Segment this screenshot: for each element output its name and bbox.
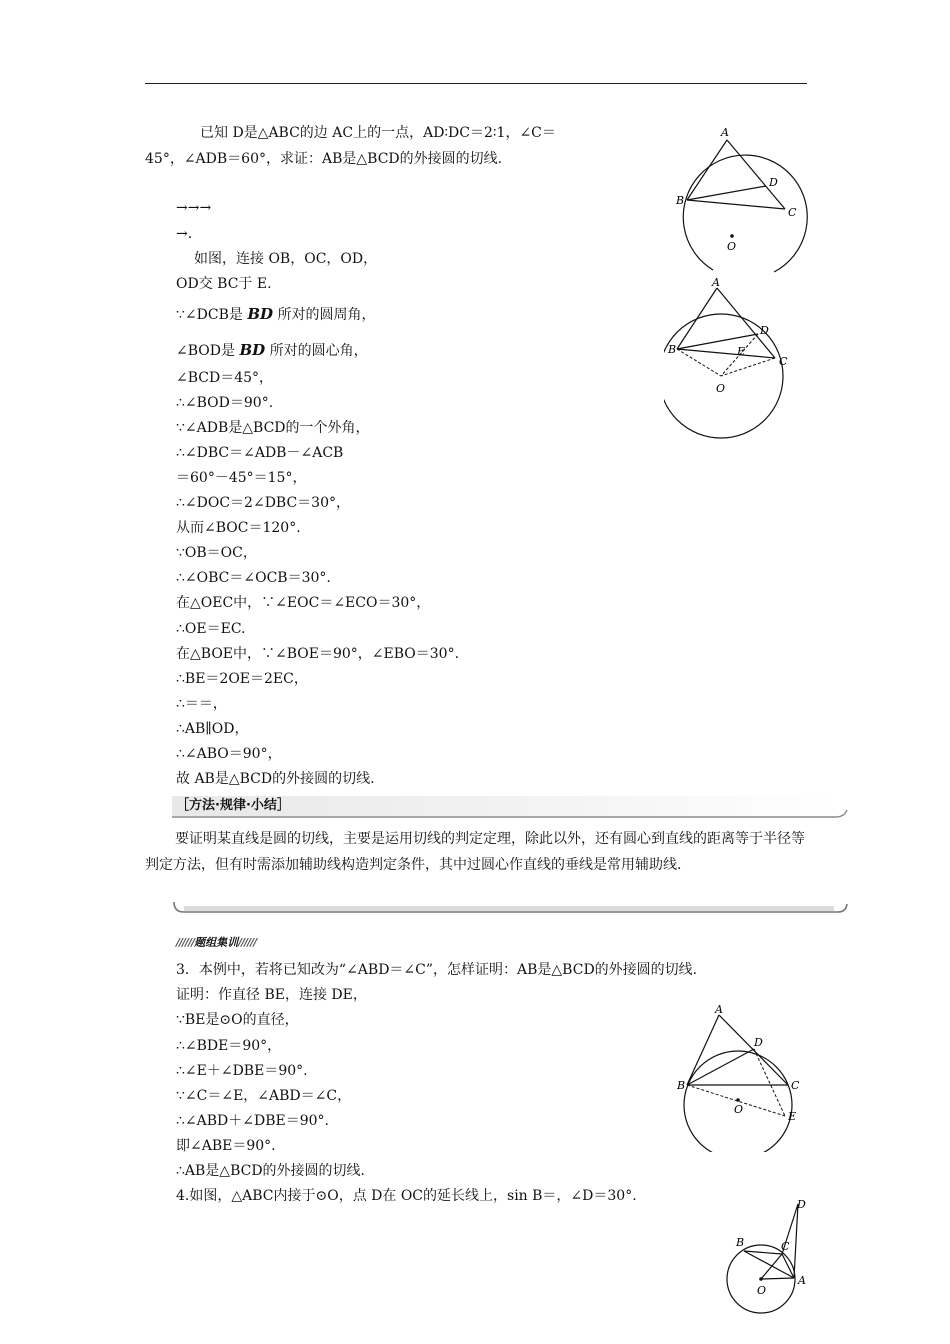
proof-line-part: ∵∠DCB是 [176, 307, 243, 323]
fig4-label-b: B [736, 1236, 745, 1249]
hatch-left: ////// [176, 936, 195, 949]
proof-line: ∴∠OBC＝∠OCB＝30°. [176, 570, 331, 586]
fig2-label-b: B [668, 343, 677, 356]
exercise3-line: ∵∠C＝∠E，∠ABD＝∠C， [176, 1088, 352, 1104]
figure-4 [724, 1196, 824, 1342]
fig4-label-d: D [797, 1198, 806, 1211]
fig2-label-e: E [737, 345, 746, 358]
method-text: 要证明某直线是圆的切线，主要是运用切线的判定定理，除此以外，还有圆心到直线的距离等于半径等判定方法，但有时需添加辅助线构造判定条件，其中过圆心作直线的垂线是常用辅助线. [145, 831, 805, 873]
fig1-label-b: B [676, 194, 685, 207]
problem-line-1: 已知 D是△ABC的边 AC上的一点，AD∶DC＝2∶1，∠C＝ [200, 125, 556, 141]
method-body [145, 826, 807, 878]
proof-line: ∴∠DBC＝∠ADB－∠ACB [176, 445, 344, 461]
proof-line-part: 所对的圆周角， [277, 307, 376, 323]
fig2-label-d: D [760, 324, 769, 337]
fig4-label-c: C [781, 1240, 790, 1253]
group-title-text: 题组集训 [194, 936, 239, 949]
proof-line: ∴∠DOC＝2∠DBC＝30°， [176, 495, 350, 511]
fig1-label-d: D [769, 176, 778, 189]
exercise3-line: ∵BE是⊙O的直径， [176, 1012, 299, 1028]
proof-line: 如图，连接 OB，OC，OD， [194, 251, 378, 267]
proof-line: ∴＝＝， [176, 696, 227, 712]
figure-2 [664, 276, 814, 440]
fig3-label-o: O [734, 1103, 744, 1116]
proof-line: ∠BCD＝45°， [176, 370, 274, 386]
fig2-label-c: C [779, 355, 788, 368]
exercise3-line: 证明：作直径 BE，连接 DE， [176, 987, 367, 1003]
hint-arrows-2: →. [176, 226, 193, 242]
fig3-label-a: A [715, 1003, 723, 1016]
fig1-label-o: O [727, 240, 737, 253]
proof-line: ∴∠BOD＝90°. [176, 395, 274, 411]
exercise3-line: ∴∠E＋∠DBE＝90°. [176, 1063, 308, 1079]
fig2-label-a: A [712, 276, 720, 289]
proof-line: 故 AB是△BCD的外接圆的切线. [176, 771, 375, 787]
hint-arrows-1: →→→ [176, 200, 212, 216]
header-rule [145, 83, 807, 84]
fig2-label-o: O [716, 382, 726, 395]
proof-line: ∴BE＝2OE＝2EC， [176, 671, 308, 687]
figure-3 [674, 1000, 814, 1152]
proof-line [176, 304, 375, 325]
proof-line: ∴∠ABO＝90°， [176, 746, 282, 762]
arc-bd-label: BD [247, 305, 274, 323]
proof-line: 从而∠BOC＝120°. [176, 520, 301, 536]
proof-line: ∴OE＝EC. [176, 621, 246, 637]
exercise4-line: 4.如图，△ABC内接于⊙O，点 D在 OC的延长线上，sin B＝，∠D＝30°. [176, 1188, 637, 1204]
fig3-label-b: B [677, 1079, 686, 1092]
figure-1 [670, 122, 820, 284]
proof-line: ＝60°－45°＝15°， [176, 470, 307, 486]
fig1-label-c: C [788, 206, 797, 219]
method-bottom-bar [172, 900, 848, 916]
proof-line [176, 340, 368, 361]
fig1-label-a: A [721, 126, 729, 139]
proof-line: ∴AB∥OD， [176, 721, 249, 737]
proof-line: 在△BOE中，∵∠BOE＝90°，∠EBO＝30°. [176, 646, 460, 662]
fig3-label-d: D [754, 1036, 763, 1049]
exercise3-line: 3．本例中，若将已知改为“∠ABD＝∠C”，怎样证明：AB是△BCD的外接圆的切线. [176, 962, 698, 978]
fig4-label-o: O [757, 1284, 767, 1297]
proof-line: OD交 BC于 E. [176, 276, 272, 292]
exercise3-line: ∴AB是△BCD的外接圆的切线. [176, 1163, 366, 1179]
exercise3-line: ∴∠BDE＝90°， [176, 1038, 282, 1054]
hatch-right: ////// [238, 936, 257, 949]
fig4-label-a: A [798, 1274, 806, 1287]
problem-line-2: 45°，∠ADB＝60°，求证：AB是△BCD的外接圆的切线. [145, 151, 503, 167]
fig3-label-e: E [788, 1110, 797, 1123]
exercise3-line: 即∠ABE＝90°. [176, 1138, 276, 1154]
fig3-label-c: C [791, 1079, 800, 1092]
group-heading [176, 934, 256, 950]
proof-line: 在△OEC中，∵∠EOC＝∠ECO＝30°， [176, 595, 431, 611]
arc-bd-label: BD [239, 341, 266, 359]
proof-line-part: ∠BOD是 [176, 343, 235, 359]
proof-line: ∵∠ADB是△BCD的一个外角， [176, 420, 370, 436]
proof-line: ∵OB＝OC， [176, 545, 257, 561]
proof-line-part: 所对的圆心角， [269, 343, 368, 359]
method-title: ［方法·规律·小结］ [176, 798, 290, 813]
exercise3-line: ∴∠ABD＋∠DBE＝90°. [176, 1113, 329, 1129]
